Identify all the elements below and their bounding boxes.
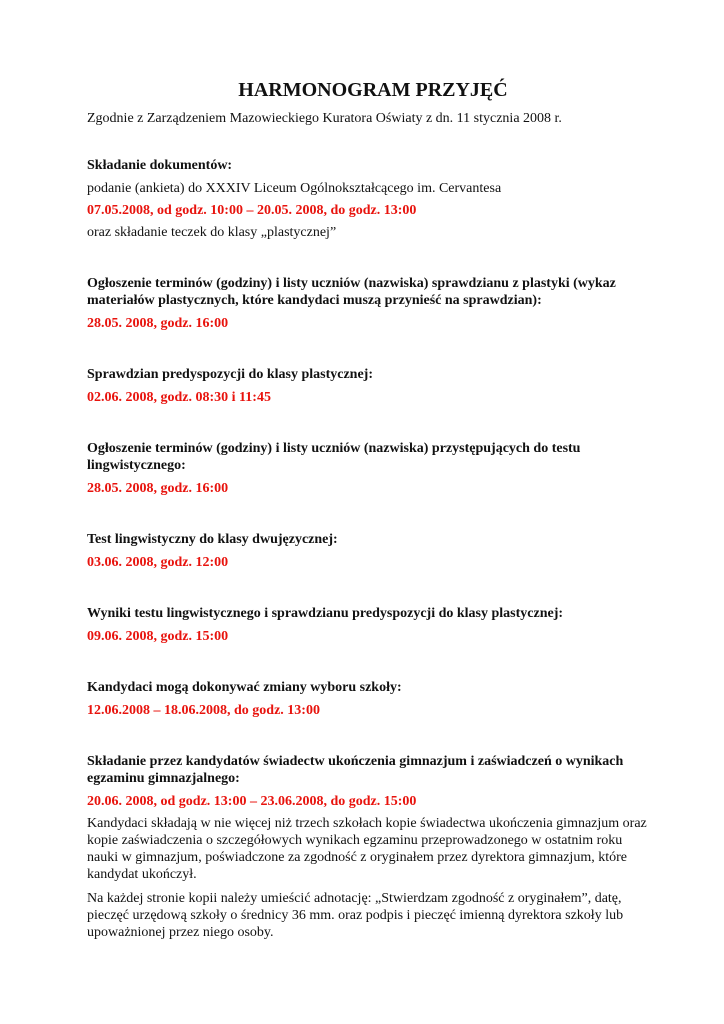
section-school-choice-change [87, 679, 647, 720]
document-title: HARMONOGRAM PRZYJĘĆ [238, 79, 508, 101]
section-heading: Ogłoszenie terminów (godziny) i listy uczniów (nazwiska) sprawdzianu z plastyki (wykaz materiałów plastycznych, które kandydaci muszą przynieść na sprawdzian): [87, 276, 616, 308]
section-heading: Ogłoszenie terminów (godziny) i listy uczniów (nazwiska) przystępujących do testu lingwistycznego: [87, 441, 581, 473]
section-document-submission [87, 157, 647, 242]
section-heading: Wyniki testu lingwistycznego i sprawdzianu predyspozycji do klasy plastycznej: [87, 606, 564, 621]
section-date: 12.06.2008 – 18.06.2008, do godz. 13:00 [87, 703, 320, 718]
section-heading: Składanie przez kandydatów świadectw ukończenia gimnazjum i zaświadczeń o wynikach egzaminu gimnazjalnego: [87, 754, 624, 786]
section-date: 28.05. 2008, godz. 16:00 [87, 316, 229, 331]
section-art-aptitude-test [87, 366, 647, 407]
section-art-test-announcement [87, 275, 647, 333]
section-heading: Sprawdzian predyspozycji do klasy plastycznej: [87, 367, 373, 382]
section-paragraph: Na każdej stronie kopii należy umieścić adnotację: „Stwierdzam zgodność z oryginałem”, datę, pieczęć urzędową szkoły o średnicy 36 mm. oraz podpis i pieczęć imienną dyrektora szkoły lub upoważnionej przez niego osoby. [87, 891, 624, 940]
section-date: 09.06. 2008, godz. 15:00 [87, 629, 229, 644]
document-page [87, 78, 647, 974]
section-text: podanie (ankieta) do XXXIV Liceum Ogólnokształcącego im. Cervantesa [87, 181, 502, 196]
section-certificate-submission [87, 753, 647, 941]
section-paragraph: Kandydaci składają w nie więcej niż trzech szkołach kopie świadectwa ukończenia gimnazjum oraz kopie zaświadczenia o szczegółowych wynikach egzaminu przeprowadzonego w ostatnim roku nauki w gimnazjum, poświadczone za zgodność z oryginałem przez dyrektora gimnazjum, które kandydat ukończył. [87, 816, 647, 882]
section-date: 02.06. 2008, godz. 08:30 i 11:45 [87, 390, 271, 405]
section-date: 20.06. 2008, od godz. 13:00 – 23.06.2008, do godz. 15:00 [87, 794, 417, 809]
section-text: oraz składanie teczek do klasy „plastycznej” [87, 225, 337, 240]
section-language-test [87, 531, 647, 572]
section-date: 03.06. 2008, godz. 12:00 [87, 555, 229, 570]
section-heading: Składanie dokumentów: [87, 158, 233, 173]
section-date: 28.05. 2008, godz. 16:00 [87, 481, 229, 496]
section-heading: Kandydaci mogą dokonywać zmiany wyboru szkoły: [87, 680, 402, 695]
section-date: 07.05.2008, od godz. 10:00 – 20.05. 2008, do godz. 13:00 [87, 203, 417, 218]
section-test-results [87, 605, 647, 646]
section-language-test-announcement [87, 440, 647, 498]
section-heading: Test lingwistyczny do klasy dwujęzycznej: [87, 532, 338, 547]
document-subtitle: Zgodnie z Zarządzeniem Mazowieckiego Kuratora Oświaty z dn. 11 stycznia 2008 r. [87, 111, 562, 126]
